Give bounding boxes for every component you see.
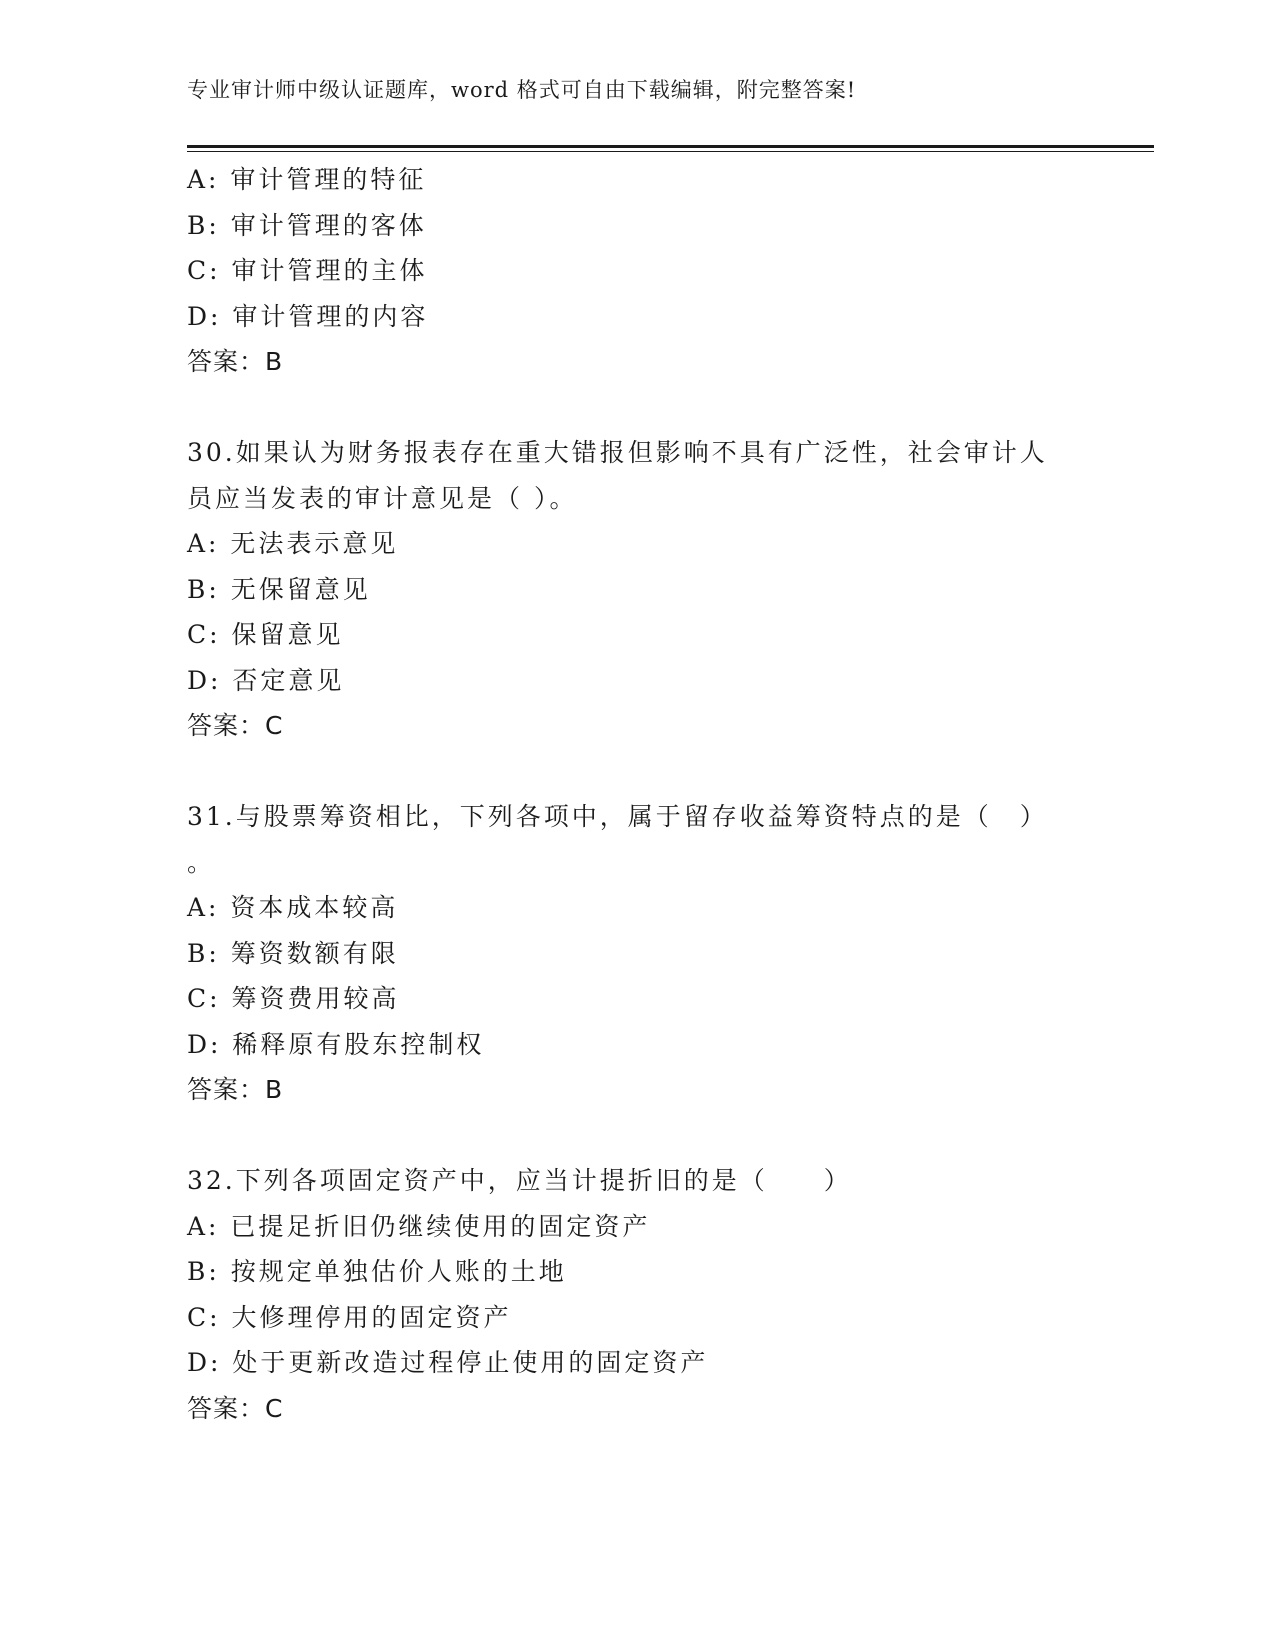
- question-text-line-1: 31.与股票筹资相比，下列各项中，属于留存收益筹资特点的是（ ）: [187, 802, 1048, 831]
- answer-label: 答案：C: [187, 711, 284, 740]
- header-rule-thick: [187, 145, 1154, 148]
- option-b: B: 审计管理的客体: [187, 210, 427, 240]
- question-text-line-2: 。: [187, 847, 216, 877]
- spacer: [187, 1113, 1087, 1159]
- question-text-line-1: 30.如果认为财务报表存在重大错报但影响不具有广泛性，社会审计人: [187, 438, 1048, 467]
- answer-label: 答案：B: [187, 347, 284, 376]
- option-a: A: 已提足折旧仍继续使用的固定资产: [187, 1211, 651, 1241]
- option-c: C: 筹资费用较高: [187, 984, 400, 1013]
- header-rule-thin: [187, 151, 1154, 152]
- question-list: [187, 157, 1087, 1431]
- option-b: B: 筹资数额有限: [187, 938, 399, 968]
- question-text-line-2: 员应当发表的审计意见是（ ）。: [187, 483, 578, 513]
- option-d: D: 否定意见: [187, 665, 345, 695]
- option-a: A: 无法表示意见: [187, 529, 399, 558]
- option-b: B: 按规定单独估价人账的土地: [187, 1257, 567, 1286]
- option-d: D: 稀释原有股东控制权: [187, 1029, 485, 1059]
- question-text-line-1: 32.下列各项固定资产中，应当计提折旧的是（ ）: [187, 1166, 852, 1195]
- spacer: [187, 749, 1087, 795]
- header-note: 专业审计师中级认证题库，word 格式可自由下载编辑，附完整答案!: [187, 78, 857, 102]
- option-b: B: 无保留意见: [187, 574, 371, 604]
- option-a: A: 审计管理的特征: [187, 165, 427, 194]
- option-c: C: 审计管理的主体: [187, 256, 428, 285]
- option-c: C: 大修理停用的固定资产: [187, 1302, 512, 1332]
- option-d: D: 审计管理的内容: [187, 301, 429, 331]
- question-32: [187, 1158, 1087, 1431]
- option-a: A: 资本成本较高: [187, 893, 399, 922]
- option-d: D: 处于更新改造过程停止使用的固定资产: [187, 1348, 709, 1377]
- answer-label: 答案：B: [187, 1075, 284, 1104]
- spacer: [187, 385, 1087, 431]
- option-c: C: 保留意见: [187, 620, 344, 649]
- answer-label: 答案：C: [187, 1393, 284, 1423]
- question-30: [187, 430, 1087, 749]
- question-29: [187, 157, 1087, 385]
- question-31: [187, 794, 1087, 1113]
